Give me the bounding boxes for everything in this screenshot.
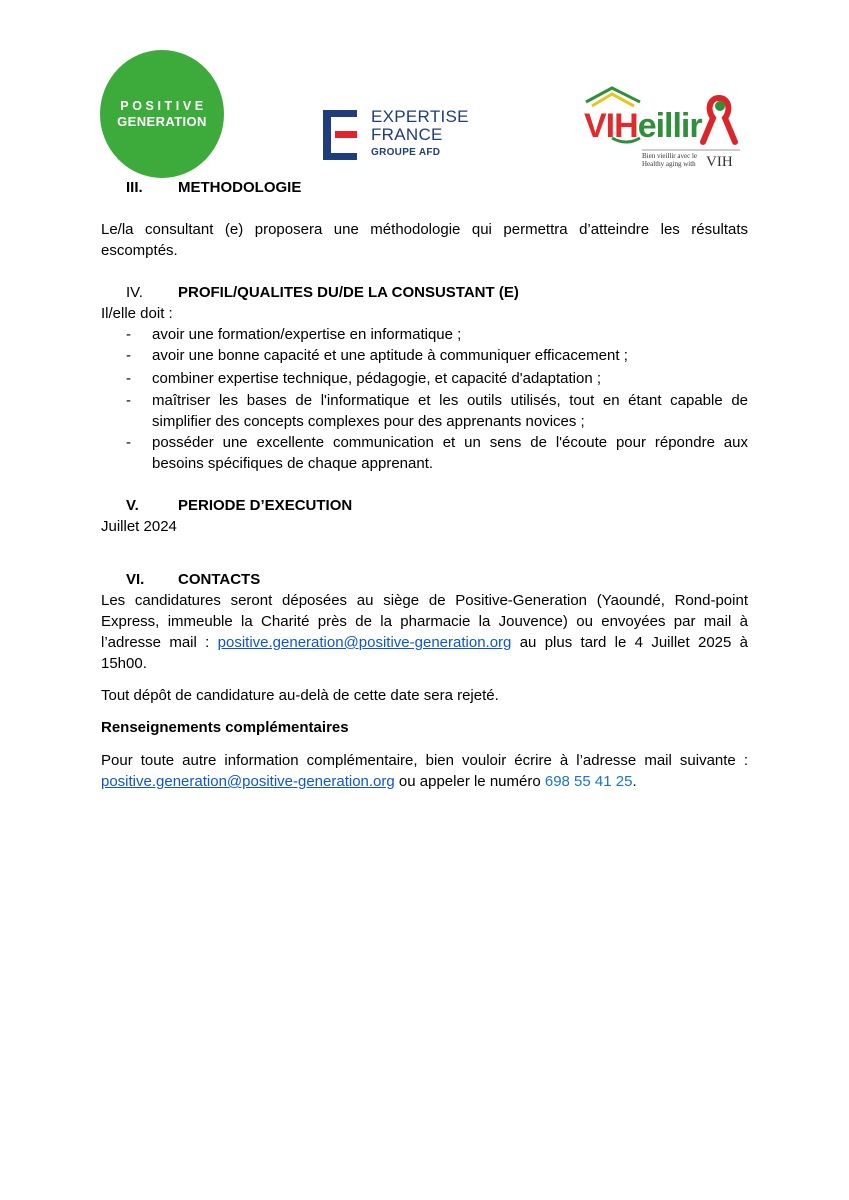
paragraph-line: Il/elle doit : bbox=[101, 305, 173, 322]
section-title: METHODOLOGIE bbox=[178, 179, 302, 196]
list-item: simplifier des concepts complexes pour des apprenants novices ; bbox=[152, 413, 585, 430]
logo-text: GENERATION bbox=[117, 114, 207, 129]
section-title: CONTACTS bbox=[178, 571, 261, 588]
text-segment: ou appeler le numéro bbox=[394, 773, 545, 790]
expertise-france-logo bbox=[323, 108, 473, 162]
logo-text: GROUPE AFD bbox=[371, 147, 441, 158]
logo-text: eillir bbox=[637, 107, 702, 145]
section-number: IV. bbox=[126, 284, 143, 301]
list-item: posséder une excellente communication et un sens de l'écoute pour répondre aux bbox=[152, 434, 748, 451]
bullet-dash: - bbox=[126, 392, 131, 409]
section-number: V. bbox=[126, 497, 139, 514]
expertise-france-mark-icon bbox=[323, 110, 359, 160]
phone-number[interactable]: 698 55 41 25 bbox=[544, 773, 633, 790]
paragraph-line: Tout dépôt de candidature au-delà de cette date sera rejeté. bbox=[101, 687, 499, 704]
section-title: PERIODE D’EXECUTION bbox=[178, 497, 353, 514]
list-item: maîtriser les bases de l'informatique et les outils utilisés, tout en étant capable de bbox=[152, 392, 748, 409]
logo-text: Bien vieillir avec le bbox=[642, 152, 698, 160]
section-number: VI. bbox=[126, 571, 145, 588]
text-segment: l’adresse mail : bbox=[101, 634, 218, 651]
bullet-dash: - bbox=[126, 370, 131, 387]
bullet-dash: - bbox=[126, 347, 131, 364]
viheillir-wordmark bbox=[584, 108, 702, 144]
subheading: Renseignements complémentaires bbox=[101, 719, 349, 736]
paragraph-line bbox=[101, 632, 748, 653]
email-link[interactable]: positive.generation@positive-generation.org bbox=[217, 634, 512, 651]
logo-tagline bbox=[642, 152, 697, 168]
paragraph-line: Les candidatures seront déposées au siège de Positive-Generation (Yaoundé, Rond-point bbox=[101, 592, 748, 609]
logo-text: FRANCE bbox=[371, 125, 443, 144]
paragraph-line: escomptés. bbox=[101, 242, 178, 259]
section-title: PROFIL/QUALITES DU/DE LA CONSUSTANT (E) bbox=[178, 284, 519, 301]
paragraph-line: Pour toute autre information complémentaire, bien vouloir écrire à l’adresse mail suivante : bbox=[101, 752, 748, 769]
list-item: avoir une formation/expertise en informatique ; bbox=[152, 326, 462, 343]
bullet-dash: - bbox=[126, 434, 131, 451]
logo-text: EXPERTISE bbox=[371, 107, 469, 126]
text-segment: au plus tard le 4 Juillet 2025 à bbox=[511, 634, 749, 651]
list-item: besoins spécifiques de chaque apprenant. bbox=[152, 455, 434, 472]
logo-text: VIH bbox=[584, 107, 638, 145]
positive-generation-logo bbox=[100, 50, 224, 178]
list-item: combiner expertise technique, pédagogie, et capacité d'adaptation ; bbox=[152, 370, 602, 387]
paragraph-line: Le/la consultant (e) proposera une méthodologie qui permettra d’atteindre les résultats bbox=[101, 221, 748, 238]
email-link[interactable]: positive.generation@positive-generation.org bbox=[101, 773, 395, 790]
viheillir-logo bbox=[584, 86, 744, 176]
bullet-dash: - bbox=[126, 326, 131, 343]
logo-text: POSITIVE bbox=[120, 99, 207, 113]
paragraph-line: Express, immeuble la Charité près de la pharmacie la Jouvence) ou envoyées par mail à bbox=[101, 613, 748, 630]
text-segment: . bbox=[632, 773, 637, 790]
paragraph-line: 15h00. bbox=[101, 655, 147, 672]
section-number: III. bbox=[126, 179, 143, 196]
logo-text: VIH bbox=[706, 154, 733, 170]
paragraph-line: Juillet 2024 bbox=[101, 518, 177, 535]
paragraph-line bbox=[101, 771, 637, 792]
list-item: avoir une bonne capacité et une aptitude à communiquer efficacement ; bbox=[152, 347, 628, 364]
logo-text: Healthy aging with bbox=[642, 160, 696, 168]
